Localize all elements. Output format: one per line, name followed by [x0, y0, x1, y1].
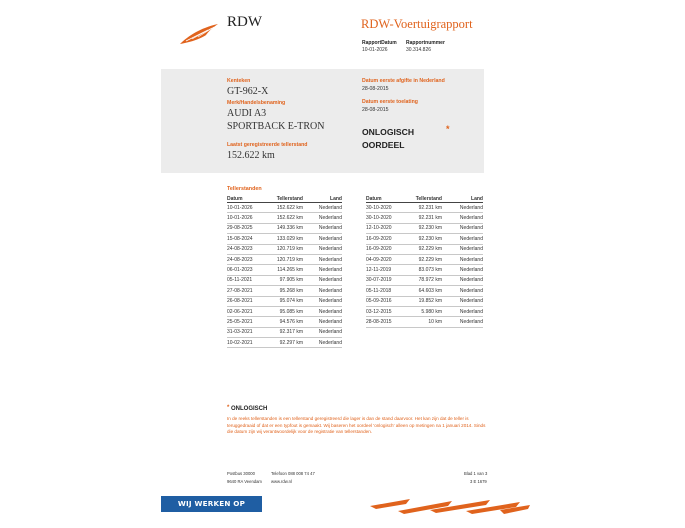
- table-row: [227, 203, 342, 213]
- row-odometer: 152.622 km: [269, 203, 303, 213]
- row-date: 02-06-2021: [227, 306, 269, 316]
- table-row: [227, 338, 342, 348]
- row-country: Nederland: [442, 286, 483, 296]
- table-row: [227, 265, 342, 275]
- note-asterisk: *: [227, 405, 230, 411]
- row-country: Nederland: [303, 306, 342, 316]
- row-date: 25-05-2021: [227, 317, 269, 327]
- table-row: [227, 275, 342, 285]
- row-date: 16-09-2020: [366, 244, 408, 254]
- first-admission-value: 28-08-2015: [362, 107, 389, 113]
- row-date: 10-01-2026: [227, 203, 269, 213]
- row-country: Nederland: [442, 306, 483, 316]
- row-country: Nederland: [303, 213, 342, 223]
- row-country: Nederland: [442, 234, 483, 244]
- table-row: [227, 213, 342, 223]
- row-country: Nederland: [303, 338, 342, 348]
- table-row: [366, 203, 483, 213]
- table-row: [227, 286, 342, 296]
- verdict-line-2: OORDEEL: [362, 140, 405, 150]
- row-odometer: 95.085 km: [269, 306, 303, 316]
- row-odometer: 92.230 km: [408, 234, 442, 244]
- row-country: Nederland: [442, 244, 483, 254]
- row-date: 27-08-2021: [227, 286, 269, 296]
- row-odometer: 95.268 km: [269, 286, 303, 296]
- row-date: 05-09-2016: [366, 296, 408, 306]
- first-admission-label: Datum eerste toelating: [362, 99, 418, 105]
- brand-value: AUDI A3: [227, 108, 267, 119]
- row-odometer: 120.719 km: [269, 244, 303, 254]
- table-row: [366, 296, 483, 306]
- row-odometer: 92.229 km: [408, 254, 442, 264]
- row-odometer: 19.852 km: [408, 296, 442, 306]
- last-odometer-value: 152.622 km: [227, 150, 275, 161]
- row-odometer: 95.074 km: [269, 296, 303, 306]
- verdict-line-1: ONLOGISCH: [362, 127, 415, 137]
- row-odometer: 114.265 km: [269, 265, 303, 275]
- row-odometer: 10 km: [408, 317, 442, 327]
- logo-text: RDW: [227, 14, 262, 30]
- row-date: 04-09-2020: [366, 254, 408, 264]
- plate-value: GT-962-X: [227, 86, 269, 97]
- column-odometer: Tellerstand: [408, 195, 442, 203]
- row-date: 30-07-2019: [366, 275, 408, 285]
- odometer-section-title: Tellerstanden: [227, 186, 262, 192]
- row-country: Nederland: [303, 234, 342, 244]
- row-odometer: 92.230 km: [408, 223, 442, 233]
- row-odometer: 92.231 km: [408, 203, 442, 213]
- table-row: [227, 254, 342, 264]
- report-number: 30.314.826: [406, 47, 432, 53]
- row-country: Nederland: [442, 296, 483, 306]
- brand-label: Merk/Handelsbenaming: [227, 100, 286, 106]
- row-country: Nederland: [303, 327, 342, 337]
- row-date: 31-03-2021: [227, 327, 269, 337]
- row-odometer: 5.980 km: [408, 306, 442, 316]
- row-country: Nederland: [303, 265, 342, 275]
- footer-page-number: Blad 1 van 3: [464, 471, 488, 476]
- column-country: Land: [442, 195, 483, 203]
- table-header-row: [366, 195, 483, 203]
- row-country: Nederland: [442, 213, 483, 223]
- footer-web-link[interactable]: www.rdw.nl: [271, 479, 292, 484]
- table-row: [366, 234, 483, 244]
- row-odometer: 149.336 km: [269, 223, 303, 233]
- row-date: 12-11-2019: [366, 265, 408, 275]
- table-row: [227, 327, 342, 337]
- odometer-table-left: [227, 195, 342, 348]
- row-odometer: 92.317 km: [269, 327, 303, 337]
- table-row: [366, 244, 483, 254]
- row-date: 30-10-2020: [366, 203, 408, 213]
- column-country: Land: [303, 195, 342, 203]
- row-date: 12-10-2020: [366, 223, 408, 233]
- model-value: SPORTBACK E-TRON: [227, 121, 325, 132]
- appointment-badge: WIJ WERKEN OP AFSPRAAK: [161, 496, 262, 512]
- table-row: [227, 223, 342, 233]
- table-row: [366, 223, 483, 233]
- footer-code: 3 E 1679: [470, 479, 487, 484]
- column-date: Datum: [366, 195, 408, 203]
- report-title: RDW-Voertuigrapport: [361, 17, 473, 31]
- table-row: [366, 286, 483, 296]
- row-country: Nederland: [442, 223, 483, 233]
- row-country: Nederland: [303, 286, 342, 296]
- row-odometer: 94.576 km: [269, 317, 303, 327]
- table-row: [227, 244, 342, 254]
- row-country: Nederland: [303, 244, 342, 254]
- row-country: Nederland: [442, 317, 483, 327]
- table-row: [366, 317, 483, 327]
- rdw-logo-icon: [178, 22, 220, 46]
- table-row: [227, 317, 342, 327]
- row-country: Nederland: [442, 203, 483, 213]
- plate-label: Kenteken: [227, 78, 251, 84]
- verdict-asterisk: *: [446, 124, 450, 134]
- row-odometer: 83.073 km: [408, 265, 442, 275]
- row-odometer: 133.029 km: [269, 234, 303, 244]
- row-date: 10-01-2026: [227, 213, 269, 223]
- footer-city: 9640 RA Veendam: [227, 479, 262, 484]
- last-odometer-label: Laatst geregistreerde tellerstand: [227, 142, 308, 148]
- row-date: 10-02-2021: [227, 338, 269, 348]
- table-row: [366, 254, 483, 264]
- row-odometer: 92.229 km: [408, 244, 442, 254]
- row-date: 26-08-2021: [227, 296, 269, 306]
- row-date: 30-10-2020: [366, 213, 408, 223]
- row-date: 24-08-2023: [227, 244, 269, 254]
- note-text: In de reeks tellerstanden is een tellerstand geregistreerd die lager is dan de stand daarvoor. Het kan zijn dat de teller is teruggedraaid of dat er een typfout is gemaakt. Wij baseren het oordeel 'onlogisch' alleen op metingen na 1 januari 2014. Sinds die datum zijn wij verantwoordelijk voor de registratie van tellerstanden.: [227, 416, 486, 435]
- row-date: 28-08-2015: [366, 317, 408, 327]
- table-row: [366, 275, 483, 285]
- table-row: [227, 296, 342, 306]
- table-row: [366, 213, 483, 223]
- footer-postbus: Postbus 30000: [227, 471, 255, 476]
- row-date: 03-12-2015: [366, 306, 408, 316]
- row-date: 15-08-2024: [227, 234, 269, 244]
- row-odometer: 97.905 km: [269, 275, 303, 285]
- report-date-label: RapportDatum: [362, 40, 397, 46]
- row-country: Nederland: [442, 275, 483, 285]
- column-date: Datum: [227, 195, 269, 203]
- row-date: 05-11-2018: [366, 286, 408, 296]
- row-date: 05-11-2021: [227, 275, 269, 285]
- row-odometer: 120.719 km: [269, 254, 303, 264]
- orange-stripes-icon: [370, 497, 530, 514]
- row-country: Nederland: [303, 317, 342, 327]
- note-title: ONLOGISCH: [231, 406, 268, 412]
- bottom-banner: [0, 493, 685, 514]
- report-number-label: Rapportnummer: [406, 40, 445, 46]
- row-country: Nederland: [303, 254, 342, 264]
- footer-phone: Telefoon 088 008 74 47: [271, 471, 315, 476]
- row-date: 16-09-2020: [366, 234, 408, 244]
- odometer-table-right: [366, 195, 483, 328]
- table-row: [366, 265, 483, 275]
- row-country: Nederland: [303, 223, 342, 233]
- row-odometer: 152.622 km: [269, 213, 303, 223]
- row-odometer: 92.297 km: [269, 338, 303, 348]
- row-date: 06-01-2023: [227, 265, 269, 275]
- table-row: [227, 306, 342, 316]
- row-odometer: 92.231 km: [408, 213, 442, 223]
- row-country: Nederland: [442, 254, 483, 264]
- row-country: Nederland: [303, 296, 342, 306]
- row-odometer: 64.603 km: [408, 286, 442, 296]
- column-odometer: Tellerstand: [269, 195, 303, 203]
- row-date: 24-08-2023: [227, 254, 269, 264]
- table-header-row: [227, 195, 342, 203]
- row-country: Nederland: [303, 203, 342, 213]
- table-row: [227, 234, 342, 244]
- row-country: Nederland: [303, 275, 342, 285]
- first-nl-label: Datum eerste afgifte in Nederland: [362, 78, 445, 84]
- row-date: 29-08-2025: [227, 223, 269, 233]
- first-nl-value: 28-08-2015: [362, 86, 389, 92]
- row-odometer: 78.972 km: [408, 275, 442, 285]
- table-row: [366, 306, 483, 316]
- report-date: 10-01-2026: [362, 47, 388, 53]
- row-country: Nederland: [442, 265, 483, 275]
